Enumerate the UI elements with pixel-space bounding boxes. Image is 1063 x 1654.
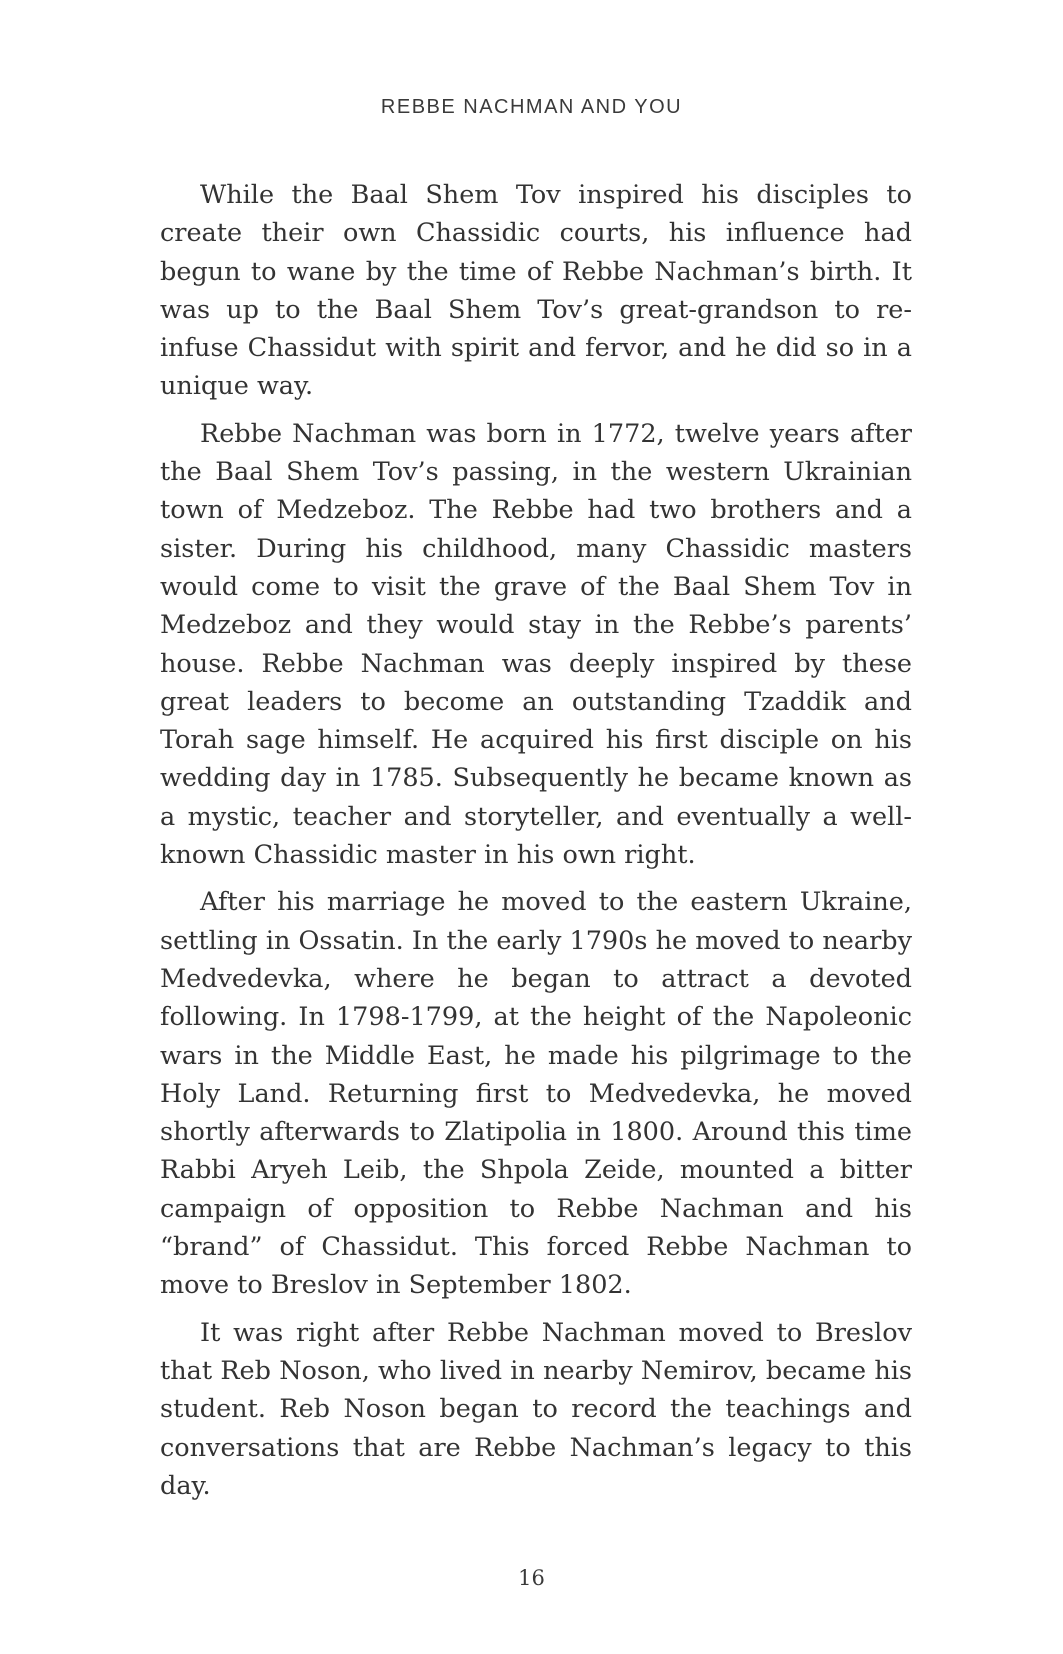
running-head: REBBE NACHMAN AND YOU [380, 96, 683, 118]
paragraph-4: It was right after Rebbe Nachman moved to Breslov that Reb Noson, who lived in nearby Nemirov, became his student. Reb Noson began to record the teachings and conversations that are Rebbe Nachman’s legacy to this day. [160, 1317, 912, 1501]
page-number: 16 [518, 1566, 545, 1590]
paragraph-2: Rebbe Nachman was born in 1772, twelve years after the Baal Shem Tov’s passing, in the western Ukrainian town of Medzeboz. The Rebbe had two brothers and a sister. During his childhood, many Chassidic masters would come to visit the grave of the Baal Shem Tov in Medzeboz and they would stay in the Rebbe’s parents’ house. Rebbe Nachman was deeply inspired by these great leaders to become an outstanding Tzaddik and Torah sage himself. He acquired his first disciple on his wedding day in 1785. Subsequently he became known as a mystic, teacher and storyteller, and eventually a well-known Chassidic master in his own right. [160, 418, 912, 871]
paragraph-3: After his marriage he moved to the eastern Ukraine, settling in Ossatin. In the early 1790s he moved to nearby Medvedevka, where he began to attract a devoted following. In 1798-1799, at the height of the Napoleonic wars in the Middle East, he made his pilgrimage to the Holy Land. Returning first to Medvedevka, he moved shortly afterwards to Zlatipolia in 1800. Around this time Rabbi Aryeh Leib, the Shpola Zeide, mounted a bitter campaign of opposition to Rebbe Nachman and his “brand” of Chassidut. This forced Rebbe Nachman to move to Breslov in September 1802. [160, 887, 912, 1301]
body-text [160, 176, 912, 1514]
paragraph-1: While the Baal Shem Tov inspired his disciples to create their own Chassidic courts, his influence had begun to wane by the time of Rebbe Nachman’s birth. It was up to the Baal Shem Tov’s great-grandson to re-infuse Chassidut with spirit and fervor, and he did so in a unique way. [160, 180, 912, 402]
